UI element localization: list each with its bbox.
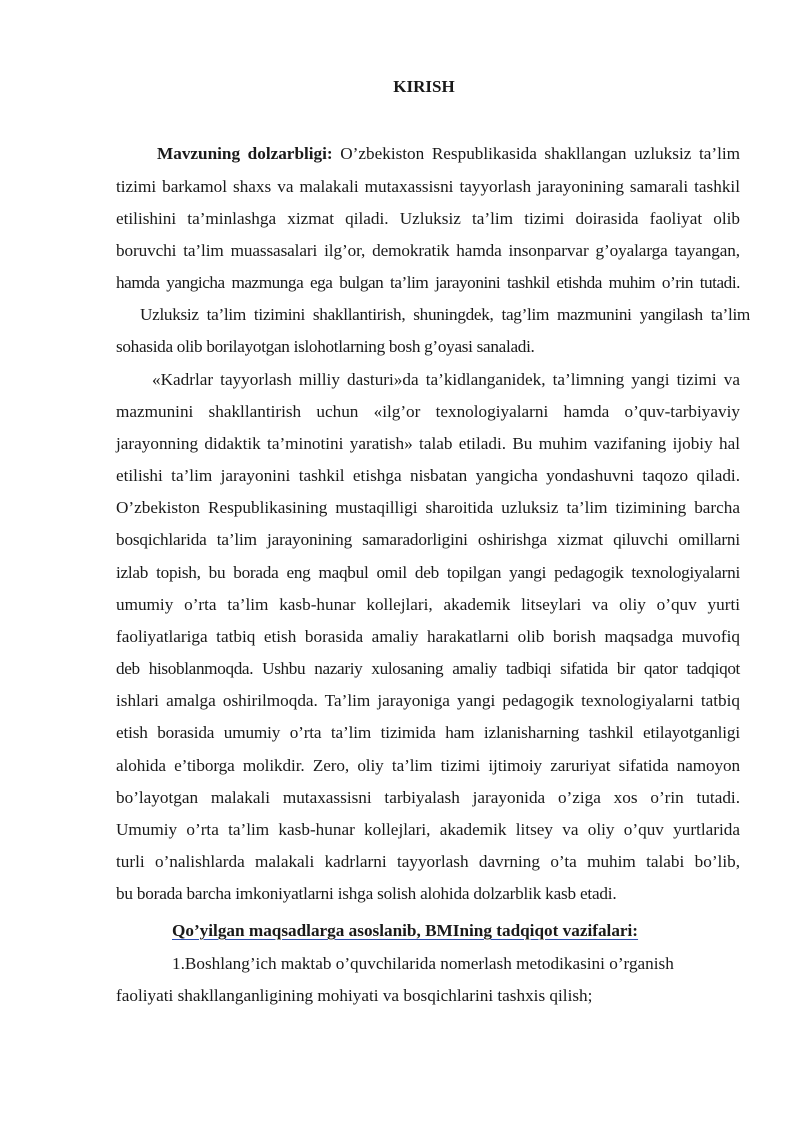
- text-line: boruvchi ta’lim muassasalari ilg’or, demokratik hamda insonparvar g’oyalarga tayangan,: [116, 241, 740, 260]
- text-line: umumiy o’rta ta’lim kasb-hunar kollejlari, akademik litseylari va oliy o’quv yurti: [116, 595, 740, 614]
- text-line: ishlari amalga oshirilmoqda. Ta’lim jarayoniga yangi pedagogik texnologiyalarni tatbiq: [116, 691, 740, 710]
- text-line: tizimi barkamol shaxs va malakali mutaxassisni tayyorlash jarayonining samarali tashkil: [116, 177, 740, 196]
- text-line: turli o’nalishlarda malakali kadrlarni tayyorlash davrning o’ta muhim talabi bo’lib,: [116, 852, 740, 871]
- text-line: etilishi ta’lim jarayonini tashkil etishga nisbatan yangicha yondashuvni taqozo qiladi.: [116, 466, 740, 485]
- text-line: mazmunini shakllantirish uchun «ilg’or texnologiyalarni hamda o’quv-tarbiyaviy: [116, 402, 740, 421]
- text-line: sohasida olib borilayotgan islohotlarning bosh g’oyasi sanaladi.: [116, 337, 535, 356]
- text-line: «Kadrlar tayyorlash milliy dasturi»da ta’kidlanganidek, ta’limning yangi tizimi va: [152, 370, 740, 389]
- text-line: deb hisoblanmoqda. Ushbu nazariy xulosaning amaliy tadbiqi sifatida bir qator tadqiqot: [116, 659, 740, 678]
- text-line: bosqichlarida ta’lim jarayonining samaradorligini oshirishga xizmat qiluvchi omillarni: [116, 530, 740, 549]
- text-line: [157, 141, 740, 167]
- text-line: alohida e’tiborga molikdir. Zero, oliy ta’lim tizimi ijtimoiy zaruriyat sifatida namoyon: [116, 756, 740, 775]
- text-line: Umumiy o’rta ta’lim kasb-hunar kollejlari, akademik litsey va oliy o’quv yurtlarida: [116, 820, 740, 839]
- text-line: 1.Boshlang’ich maktab o’quvchilarida nomerlash metodikasini o’rganish: [172, 954, 674, 973]
- text-line: etilishini ta’minlashga xizmat qiladi. Uzluksiz ta’lim tizimi doirasida faoliyat olib: [116, 209, 740, 228]
- page-title: KIRISH: [393, 77, 455, 96]
- text-line: izlab topish, bu borada eng maqbul omil deb topilgan yangi pedagogik texnologiyalarni: [116, 563, 740, 582]
- text-line: Uzluksiz ta’lim tizimini shakllantirish, shuningdek, tag’lim mazmunini yangilash ta’lim: [140, 305, 750, 324]
- research-tasks-heading: Qo’yilgan maqsadlarga asoslanib, BMIning tadqiqot vazifalari:: [172, 921, 639, 940]
- text-line: O’zbekiston Respublikasining mustaqilligi sharoitida uzluksiz ta’lim tizimining barcha: [116, 498, 740, 517]
- text-fragment: O’zbekiston Respublikasida shakllangan uzluksiz ta’lim: [332, 144, 740, 163]
- text-line: jarayonning didaktik ta’minotini yaratish» talab etiladi. Bu muhim vazifaning ijobiy hal: [116, 434, 740, 453]
- text-line: hamda yangicha mazmunga ega bulgan ta’lim jarayonini tashkil etishda muhim o’rin tutadi.: [116, 273, 740, 292]
- text-line: faoliyatlariga tatbiq etish borasida amaliy harakatlarni olib borish maqsadga muvofiq: [116, 627, 740, 646]
- relevance-label: Mavzuning dolzarbligi:: [157, 144, 333, 163]
- text-line: faoliyati shakllanganligining mohiyati va bosqichlarini tashxis qilish;: [116, 986, 593, 1005]
- text-line: etish borasida umumiy o’rta ta’lim tizimida ham izlanisharning tashkil etilayotganligi: [116, 723, 740, 742]
- text-line: bo’layotgan malakali mutaxassisni tarbiyalash jarayonida o’ziga xos o’rin tutadi.: [116, 788, 740, 807]
- text-line: bu borada barcha imkoniyatlarni ishga solish alohida dolzarblik kasb etadi.: [116, 884, 617, 903]
